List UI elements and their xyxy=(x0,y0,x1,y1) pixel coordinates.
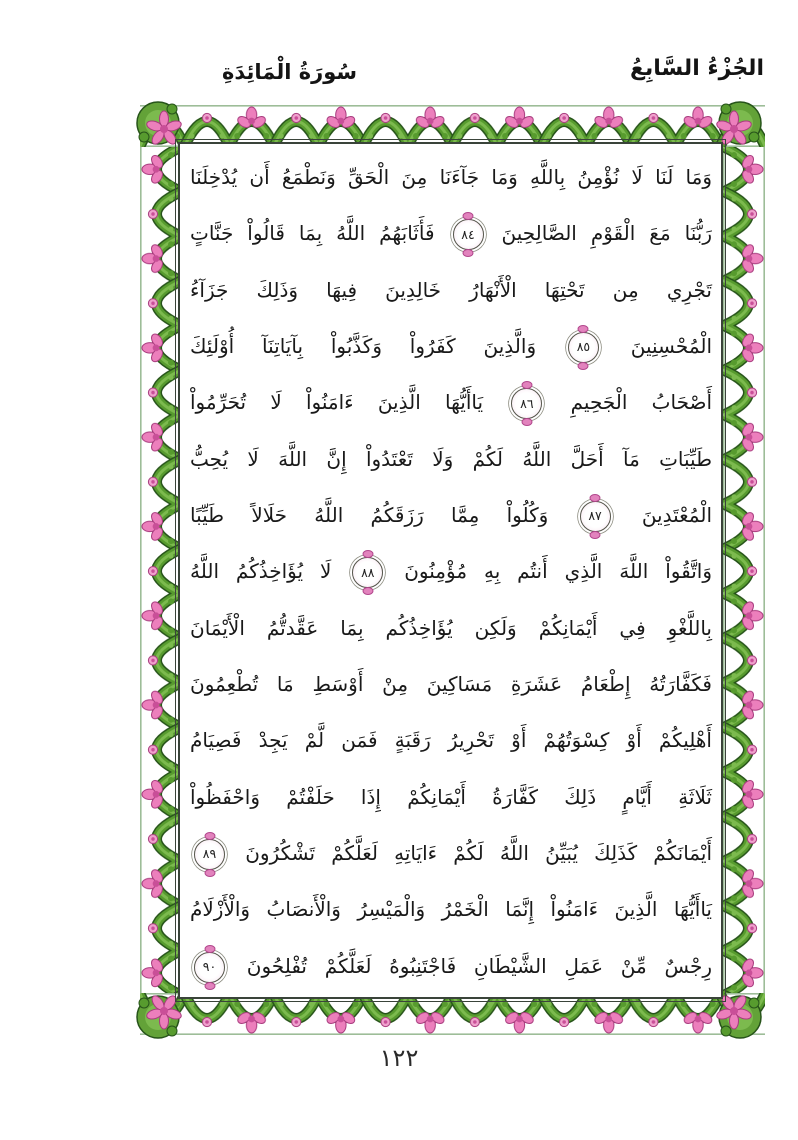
quran-text-segment: الْمُعْتَدِينَ xyxy=(641,502,712,527)
quran-text-segment: تَجْرِي مِن تَحْتِهَا الْأَنْهَارُ خَالِدِينَ فِيهَا وَذَلِكَ جَزَآءُ xyxy=(190,277,712,302)
quran-text-segment: طَيِّبَاتِ مَآ أَحَلَّ اللَّهُ لَكُمْ وَلَا تَعْتَدُواْ إِنَّ اللَّهَ لَا يُحِبُّ xyxy=(190,446,712,471)
quran-text-segment: لَا يُؤَاخِذُكُمُ اللَّهُ xyxy=(190,559,332,584)
quran-text-segment: وَمَا لَنَا لَا نُؤْمِنُ بِاللَّهِ وَمَا جَآءَنَا مِنَ الْحَقِّ وَنَطْمَعُ أَن يُدْخِلَنَا xyxy=(190,165,712,189)
quran-text-segment: وَاتَّقُواْ اللَّهَ الَّذِي أَنتُم بِهِ مُؤْمِنُونَ xyxy=(404,559,712,584)
quran-line xyxy=(190,318,712,374)
ayah-number: ٨٤ xyxy=(461,226,475,242)
quran-line xyxy=(190,487,712,543)
quran-text-segment: رِجْسٌ مِّنْ عَمَلِ الشَّيْطَانِ فَاجْتَنِبُوهُ لَعَلَّكُمْ تُفْلِحُونَ xyxy=(246,953,712,978)
ayah-end-marker xyxy=(194,952,225,983)
quran-text-segment: أَصْحَابُ الْجَحِيمِ xyxy=(570,390,713,415)
quran-text-segment: رَبُّنَا مَعَ الْقَوْمِ الصَّالِحِينَ xyxy=(501,221,712,246)
quran-line xyxy=(190,769,712,825)
ayah-number: ٨٨ xyxy=(361,564,375,580)
quran-line xyxy=(190,656,712,712)
quran-text-segment: أَيْمَانَكُمْ كَذَلِكَ يُبَيِّنُ اللَّهُ لَكُمْ ءَايَاتِهِ لَعَلَّكُمْ تَشْكُرُونَ xyxy=(245,840,712,865)
ornamental-border-bottom xyxy=(140,993,765,1035)
quran-line xyxy=(190,938,712,994)
quran-line xyxy=(190,543,712,599)
juz-title: الجُزْءُ السَّابِعُ xyxy=(630,56,764,81)
quran-text-segment: أَهْلِيكُمْ أَوْ كِسْوَتُهُمْ أَوْ تَحْرِيرُ رَقَبَةٍ فَمَن لَّمْ يَجِدْ فَصِيَامُ xyxy=(190,728,712,753)
ornamental-border-top xyxy=(140,105,765,147)
quran-line xyxy=(190,149,712,205)
quran-text-block xyxy=(190,149,712,994)
quran-text-segment: بِاللَّغْوِ فِي أَيْمَانِكُمْ وَلَكِن يُؤَاخِذُكُم بِمَا عَقَّدتُّمُ الْأَيْمَانَ xyxy=(190,615,712,640)
quran-text-segment: الْمُحْسِنِينَ xyxy=(630,333,713,358)
ayah-number: ٨٧ xyxy=(588,508,602,524)
ayah-end-marker xyxy=(453,219,484,250)
page-number: ١٢٢ xyxy=(379,1044,419,1072)
quran-text-segment: ثَلَاثَةِ أَيَّامٍ ذَلِكَ كَفَّارَةُ أَيْمَانِكُمْ إِذَا حَلَفْتُمْ وَاحْفَظُواْ xyxy=(190,784,712,809)
ayah-number: ٩٠ xyxy=(202,958,217,974)
ayah-number: ٨٩ xyxy=(202,846,217,862)
ayah-end-marker xyxy=(194,839,225,870)
ornamental-border-left xyxy=(140,147,182,993)
quran-text-segment: يَاأَيُّهَا الَّذِينَ ءَامَنُواْ لَا تُحَرِّمُواْ xyxy=(190,390,484,415)
quran-line xyxy=(190,374,712,430)
ayah-end-marker xyxy=(352,557,383,588)
ayah-number: ٨٥ xyxy=(576,339,591,355)
ayah-number: ٨٦ xyxy=(520,395,534,411)
quran-line xyxy=(190,431,712,487)
quran-line xyxy=(190,600,712,656)
ornamental-border-right xyxy=(723,147,765,993)
quran-line xyxy=(190,262,712,318)
quran-text-segment: وَالَّذِينَ كَفَرُواْ وَكَذَّبُواْ بِآيَاتِنَآ أُوْلَئِكَ xyxy=(190,333,537,358)
surah-title: سُورَةُ الْمَائِدَةِ xyxy=(222,60,358,84)
quran-line xyxy=(190,881,712,937)
quran-line xyxy=(190,825,712,881)
ayah-end-marker xyxy=(511,388,542,419)
quran-text-segment: وَكُلُواْ مِمَّا رَزَقَكُمُ اللَّهُ حَلَالاً طَيِّبًا xyxy=(190,502,549,527)
quran-text-segment: فَأَثَابَهُمُ اللَّهُ بِمَا قَالُواْ جَنَّاتٍ xyxy=(190,221,435,246)
quran-line xyxy=(190,712,712,768)
quran-text-segment: فَكَفَّارَتُهُ إِطْعَامُ عَشَرَةِ مَسَاكِينَ مِنْ أَوْسَطِ مَا تُطْعِمُونَ xyxy=(190,671,712,696)
quran-line xyxy=(190,205,712,261)
ayah-end-marker xyxy=(580,501,611,532)
quran-text-segment: يَاأَيُّهَا الَّذِينَ ءَامَنُواْ إِنَّمَا الْخَمْرُ وَالْمَيْسِرُ وَالْأَنصَابُ وَالْأَزْلَامُ xyxy=(190,897,712,922)
ayah-end-marker xyxy=(568,332,599,363)
